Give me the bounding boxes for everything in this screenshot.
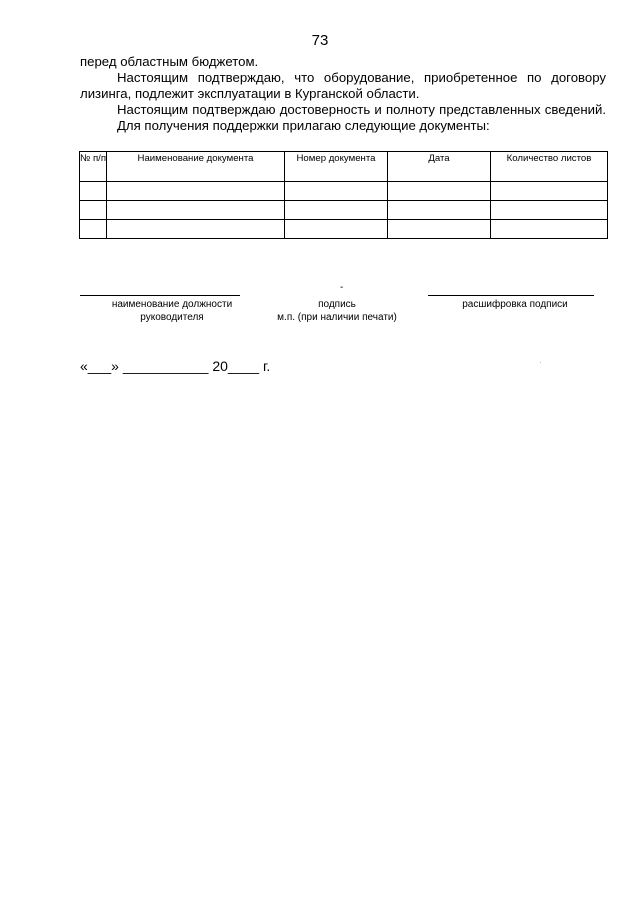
body-text <box>80 54 606 134</box>
page-number: 73 <box>311 32 329 49</box>
date-line: «___» ___________ 20____ г. <box>80 358 271 374</box>
position-caption-line1: наименование должности <box>111 299 233 310</box>
decoding-signature-line <box>428 295 594 296</box>
table-cell <box>491 182 608 201</box>
header-document-number-text: Номер документа <box>296 153 376 164</box>
decoding-caption <box>430 298 600 311</box>
signature-caption-line1: подпись <box>318 299 356 310</box>
paragraph-reliability-confirmation <box>80 102 606 118</box>
table-cell <box>388 220 491 239</box>
paragraph-attached-documents: Для получения поддержки прилагаю следующие документы: <box>117 118 490 133</box>
table-cell <box>107 182 285 201</box>
paragraph-reliability-text: Настоящим подтверждаю достоверность и полноту представленных сведений. <box>117 102 606 117</box>
decoding-caption-line: расшифровка подписи <box>462 299 568 310</box>
documents-table <box>79 151 608 239</box>
table-cell <box>107 220 285 239</box>
header-document-name <box>107 152 285 182</box>
header-number-text: № п/п <box>80 153 107 164</box>
table-cell <box>388 201 491 220</box>
header-page-count-text: Количество листов <box>506 153 592 164</box>
table-cell <box>491 220 608 239</box>
header-page-count <box>491 152 608 182</box>
table-cell <box>388 182 491 201</box>
signature-caption <box>262 298 412 324</box>
signature-dash: - <box>340 282 344 293</box>
position-signature-line <box>80 295 240 296</box>
position-caption <box>80 298 264 324</box>
paragraph-equipment-confirmation: Настоящим подтверждаю, что оборудование, приобретенное по договору лизинга, подлежит эксплуатации в Курганской области. <box>80 70 606 101</box>
table-cell <box>491 201 608 220</box>
paragraph-budget: перед областным бюджетом. <box>80 54 259 69</box>
table-cell <box>107 201 285 220</box>
header-date-text: Дата <box>428 153 450 164</box>
header-date <box>388 152 491 182</box>
position-caption-line2: руководителя <box>140 312 204 323</box>
table-cell <box>285 201 388 220</box>
table-cell <box>80 182 107 201</box>
table-cell <box>285 220 388 239</box>
table-row <box>80 201 608 220</box>
header-document-number <box>285 152 388 182</box>
table-cell <box>80 201 107 220</box>
table-row <box>80 182 608 201</box>
table-header-row <box>80 152 608 182</box>
header-number <box>80 152 107 182</box>
header-document-name-text: Наименование документа <box>137 153 254 164</box>
table-cell <box>285 182 388 201</box>
table-cell <box>80 220 107 239</box>
table-row <box>80 220 608 239</box>
scan-speck <box>540 362 541 363</box>
signature-caption-line2: м.п. (при наличии печати) <box>277 312 397 323</box>
